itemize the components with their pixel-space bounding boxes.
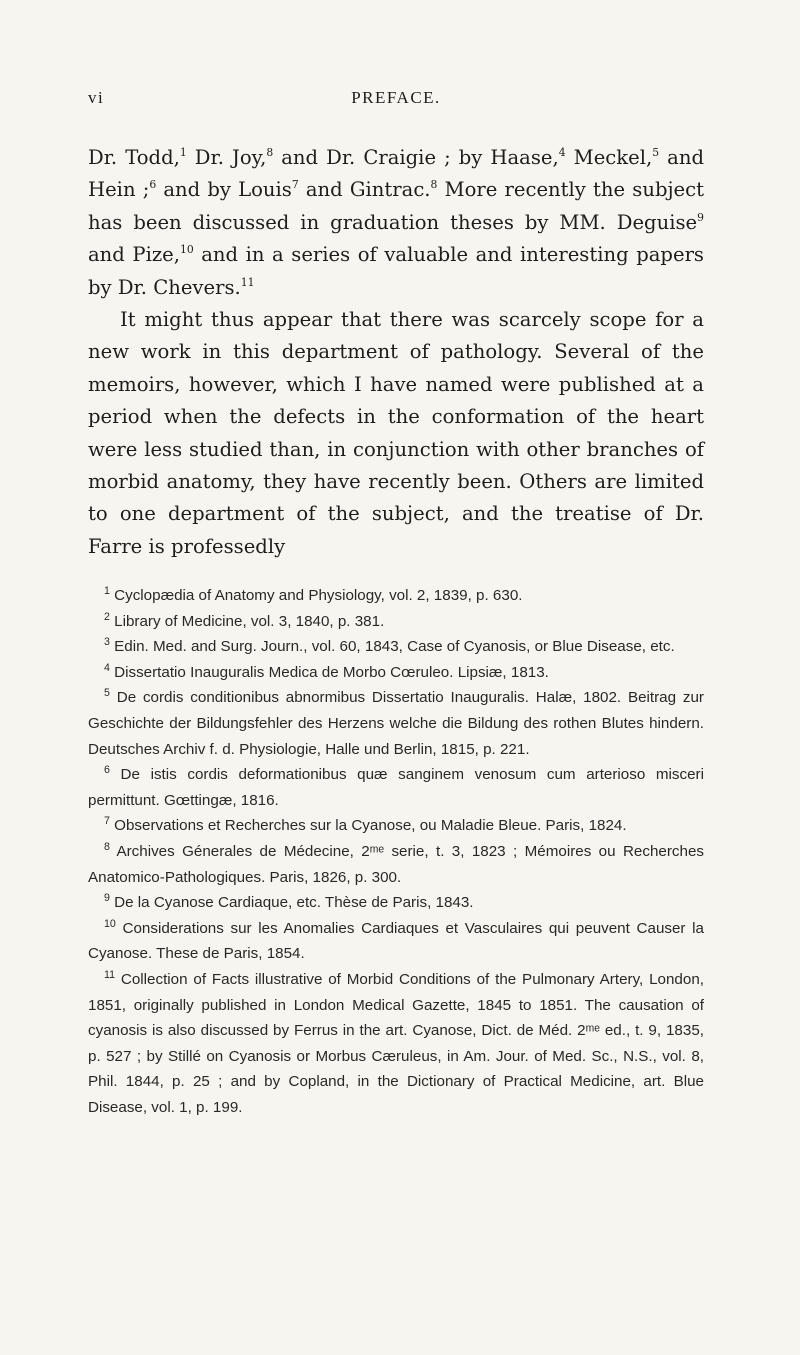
text-run: Dr. Todd, bbox=[88, 146, 180, 169]
text-run: More recently the subject has been discussed in graduation theses by MM. Deguise bbox=[88, 178, 705, 234]
footnote-text: Observations et Recherches sur la Cyanose, ou Maladie Bleue. Paris, 1824. bbox=[109, 817, 627, 835]
footnote bbox=[88, 685, 704, 762]
footnote-ref: 4 bbox=[558, 145, 566, 159]
footnote-ref: 8 bbox=[430, 178, 438, 192]
footnote bbox=[88, 634, 704, 660]
footnote bbox=[88, 916, 704, 967]
text-run: Meckel, bbox=[565, 146, 653, 169]
body-text bbox=[88, 142, 704, 563]
text-run: and Hein ; bbox=[88, 146, 705, 202]
footnote-text: Considerations sur les Anomalies Cardiaques et Vasculaires qui peuvent Causer la Cyanose. These de Paris, 1854. bbox=[88, 919, 704, 963]
footnote-number: 10 bbox=[104, 917, 116, 930]
text-run: and Gintrac. bbox=[298, 178, 431, 202]
text-run: and in a series of valuable and interesting papers by Dr. Chevers. bbox=[88, 243, 704, 299]
footnote-text: Dissertatio Inauguralis Medica de Morbo Cœruleo. Lipsiæ, 1813. bbox=[109, 663, 549, 681]
footnote-ref: 7 bbox=[291, 178, 299, 192]
footnote-number: 9 bbox=[104, 892, 110, 905]
text-run: and by Louis bbox=[156, 178, 292, 202]
footnote-ref: 1 bbox=[179, 145, 187, 159]
footnote-text: Archives Génerales de Médecine, 2ᵐᵉ serie, t. 3, 1823 ; Mémoires ou Recherches Anatomico-Pathologiques. Paris, 1826, p. 300. bbox=[88, 842, 704, 886]
footnote-text: Collection of Facts illustrative of Morbid Conditions of the Pulmonary Artery, London, 1851, originally published in London Medical Gazette, 1845 to 1851. The causation of cyanosis is also discussed by Ferrus in the art. Cyanose, Dict. de Méd. 2ᵐᵉ ed., t. 9, 1835, p. 527 ; by Stillé on Cyanosis or Morbus Cæruleus, in Am. Jour. of Med. Sc., N.S., vol. 8, Phil. 1844, p. 25 ; and by Copland, in the Dictionary of Practical Medicine, art. Blue Disease, vol. 1, p. 199. bbox=[88, 970, 704, 1116]
footnote-ref: 6 bbox=[149, 178, 157, 192]
page-number: vi bbox=[88, 88, 105, 107]
paragraph: It might thus appear that there was scarcely scope for a new work in this department of pathology. Several of the memoirs, however, which I have named were published at a period when the defects in the conformation of the heart were less studied than, in conjunction with other branches of morbid anatomy, they have recently been. Others are limited to one department of the subject, and the treatise of Dr. Farre is professedly bbox=[88, 308, 704, 558]
text-run: and Pize, bbox=[88, 243, 180, 267]
text-run: and Dr. Craigie ; by Haase, bbox=[273, 146, 559, 169]
footnote bbox=[88, 967, 704, 1121]
footnote-text: De istis cordis deformationibus quæ sanginem venosum cum arterioso misceri permittunt. Gœttingæ, 1816. bbox=[88, 766, 704, 809]
footnote-number: 4 bbox=[104, 661, 110, 674]
footnote-number: 6 bbox=[104, 764, 110, 777]
footnote-text: Cyclopædia of Anatomy and Physiology, vol. 2, 1839, p. 630. bbox=[109, 587, 523, 604]
footnote-number: 2 bbox=[104, 610, 110, 623]
footnote-number: 3 bbox=[104, 636, 110, 649]
footnote-text: Library of Medicine, vol. 3, 1840, p. 381. bbox=[109, 612, 385, 630]
running-head bbox=[88, 88, 704, 110]
footnote-text: De cordis conditionibus abnormibus Dissertatio Inauguralis. Halæ, 1802. Beitrag zur Geschichte der Bildungsfehler des Herzens welche die Bildung des rothen Blutes hindern. Deutsches Archiv f. d. Physiologie, Halle und Berlin, 1815, p. 221. bbox=[88, 689, 704, 758]
footnote-number: 7 bbox=[104, 815, 110, 828]
footnote-number: 5 bbox=[104, 687, 110, 700]
paragraph-continued bbox=[88, 142, 704, 304]
footnote-ref: 9 bbox=[697, 210, 704, 224]
footnote-text: De la Cyanose Cardiaque, etc. Thèse de Paris, 1843. bbox=[109, 894, 474, 912]
footnote bbox=[88, 660, 704, 686]
footnote bbox=[88, 583, 704, 609]
footnote bbox=[88, 890, 704, 916]
footnote-ref: 8 bbox=[266, 145, 274, 159]
footnote bbox=[88, 813, 704, 839]
footnote-number: 1 bbox=[104, 585, 110, 598]
text-run: Dr. Joy, bbox=[186, 146, 267, 169]
footnote bbox=[88, 839, 704, 890]
footnote-text: Edin. Med. and Surg. Journ., vol. 60, 1843, Case of Cyanosis, or Blue Disease, etc. bbox=[109, 638, 675, 656]
footnote-ref: 5 bbox=[652, 145, 660, 159]
footnote-ref: 10 bbox=[179, 243, 194, 257]
footnote bbox=[88, 762, 704, 813]
footnote bbox=[88, 609, 704, 635]
footnote-number: 8 bbox=[104, 841, 110, 854]
footnotes bbox=[88, 583, 704, 1120]
footnote-number: 11 bbox=[104, 969, 116, 982]
footnote-ref: 11 bbox=[240, 275, 255, 289]
running-title: PREFACE. bbox=[351, 88, 441, 107]
